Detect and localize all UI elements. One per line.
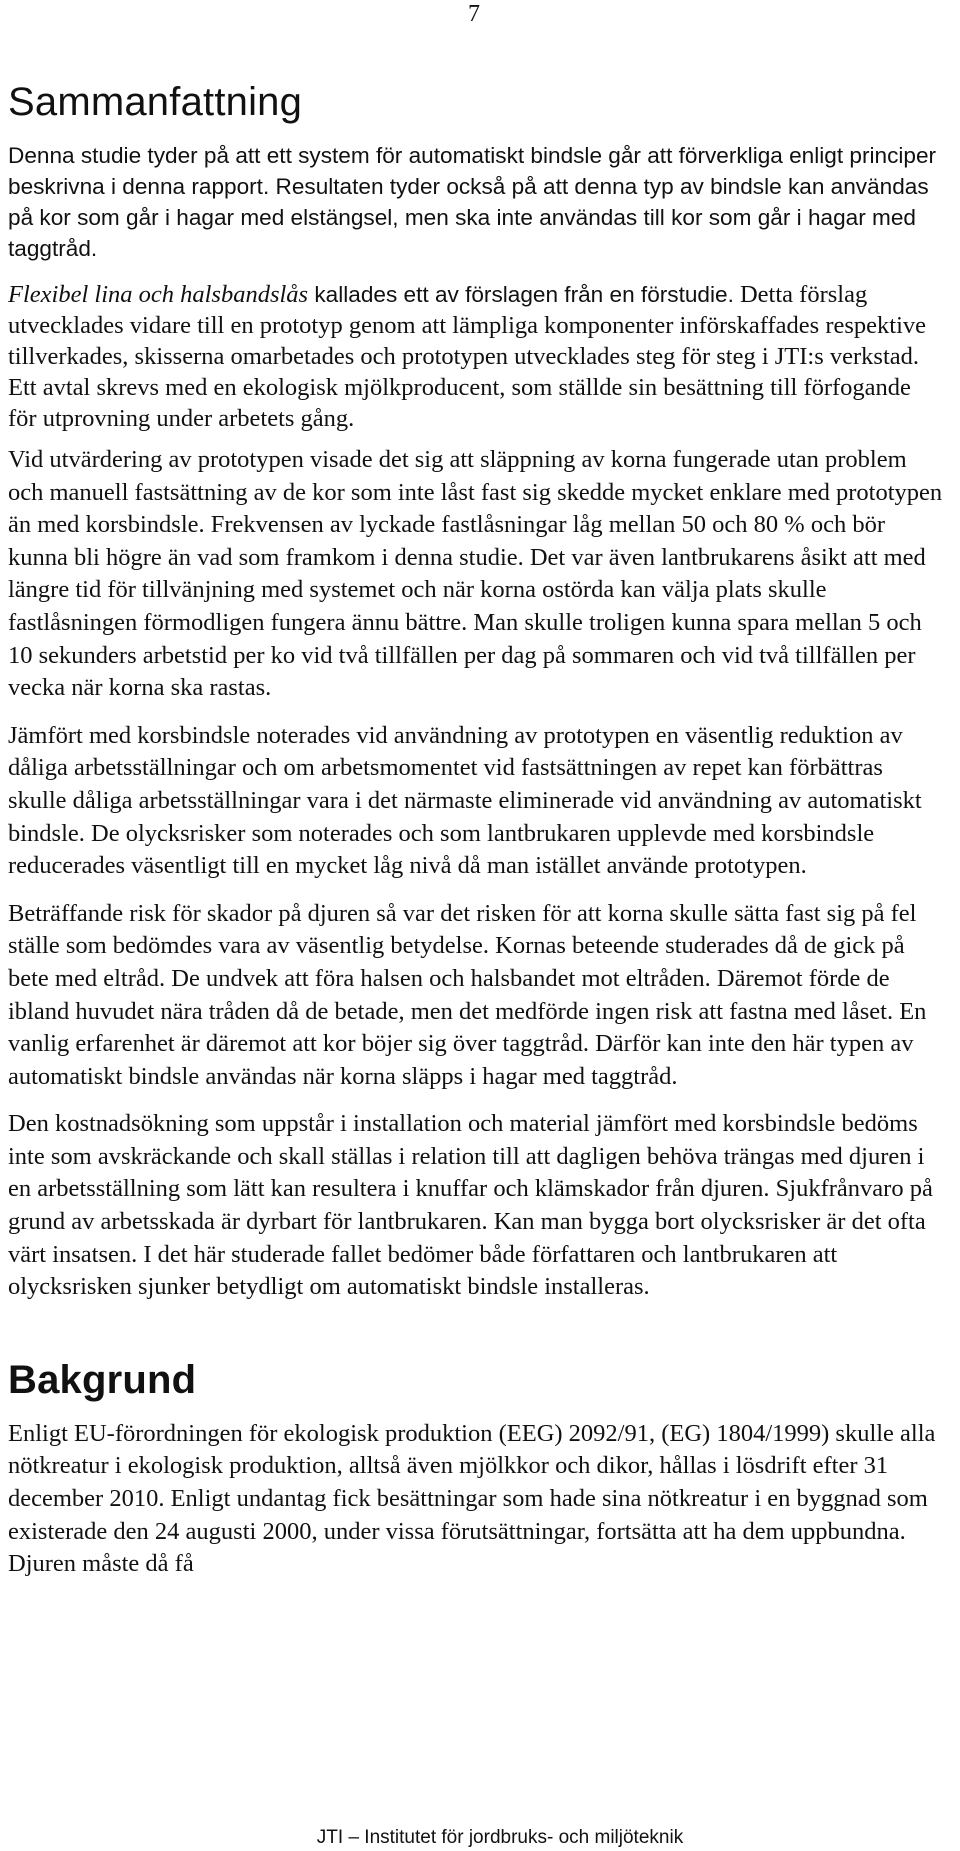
- heading-sammanfattning: Sammanfattning: [8, 80, 303, 124]
- summary-paragraph-2-rest: kallades ett av förslagen från en förstudie.: [308, 282, 734, 307]
- page-number: 7: [468, 1, 480, 27]
- page-footer: JTI – Institutet för jordbruks- och miljöteknik: [316, 1827, 684, 1848]
- summary-paragraph-6: Den kostnadsökning som uppstår i installation och material jämfört med korsbindsle bedöms inte som avskräckande och skall ställas i relation till att dagligen behöva trängas med djuren i en arbetsställning som lätt kan resultera i knuffar och klämskador från djuren. Sjukfrånvaro på grund av arbetsskada är dyrbart för lantbrukaren. Kan man bygga bort olycksrisker är det ofta värt insatsen. I det här studerade fallet bedömer både författaren och lantbrukaren att olycksrisken sjunker betydligt om automatiskt bindsle installeras.: [8, 1110, 933, 1301]
- document-body: [8, 78, 943, 1596]
- background-paragraph-1: Enligt EU-förordningen för ekologisk produktion (EEG) 2092/91, (EG) 1804/1999) skulle alla nötkreatur i ekologisk produktion, alltså även mjölkkor och dikor, hållas i lösdrift efter 31 december 2010. Enligt undantag fick besättningar som hade sina nötkreatur i en byggnad som existerade den 24 augusti 2000, under vissa förutsättningar, fortsätta att ha dem uppbundna. Djuren måste då få: [8, 1419, 936, 1578]
- summary-paragraph-3: Vid utvärdering av prototypen visade det sig att släppning av korna fungerade utan problem och manuell fastsättning av de kor som inte låst fast sig skedde mycket enklare med prototypen än med korsbindsle. Frekvensen av lyckade fastlåsningar låg mellan 50 och 80 % och bör kunna bli högre än vad som framkom i denna studie. Det var även lantbrukarens åsikt att med längre tid för tillvänjning med systemet och när korna ostörda kan välja plats skulle fastlåsningen förmodligen fungera ännu bättre. Man skulle troligen kunna spara mellan 5 och 10 sekunders arbetstid per ko vid två tillfällen per dag på sommaren och vid två tillfällen per vecka när korna ska rastas.: [8, 446, 943, 702]
- summary-paragraph-2-tail: Detta förslag utvecklades vidare till en prototyp genom att lämpliga komponenter införskaffades respektive tillverkades, skisserna omarbetades och prototypen utvecklades steg för steg i JTI:s verkstad. Ett avtal skrevs med en ekologisk mjölkproducent, som ställde sin besättning till förfogande för utprovning under arbetets gång.: [8, 281, 927, 432]
- summary-paragraph-4: Jämfört med korsbindsle noterades vid användning av prototypen en väsentlig reduktion av dåliga arbetsställningar och om arbetsmomentet vid fastsättningen av repet kan förbättras skulle dåliga arbetsställningar vara i det närmaste eliminerade vid användning av automatiskt bindsle. De olycksrisker som noterades och som lantbrukaren upplevde med korsbindsle reducerades väsentligt till en mycket låg nivå då man istället använde prototypen.: [8, 721, 922, 880]
- summary-paragraph-5: Beträffande risk för skador på djuren så var det risken för att korna skulle sätta fast sig på fel ställe som bedömdes vara av väsentlig betydelse. Kornas beteende studerades då de gick på bete med eltråd. De undvek att föra halsen och halsbandet mot eltråden. Däremot förde de ibland huvudet nära tråden då de betade, men det medförde ingen risk att fastna med låset. En vanlig erfarenhet är däremot att kor böjer sig över taggtråd. Därför kan inte den här typen av automatiskt bindsle användas när korna släpps i hagar med taggtråd.: [8, 899, 927, 1090]
- summary-paragraph-2: [8, 279, 943, 434]
- heading-bakgrund: Bakgrund: [8, 1357, 197, 1402]
- summary-paragraph-1: Denna studie tyder på att ett system för automatiskt bindsle går att förverkliga enligt principer beskrivna i denna rapport. Resultaten tyder också på att denna typ av bindsle kan användas på kor som går i hagar med elstängsel, men ska inte användas till kor som går i hagar med taggtråd.: [8, 143, 937, 261]
- italic-term: Flexibel lina och halsbandslås: [8, 281, 309, 308]
